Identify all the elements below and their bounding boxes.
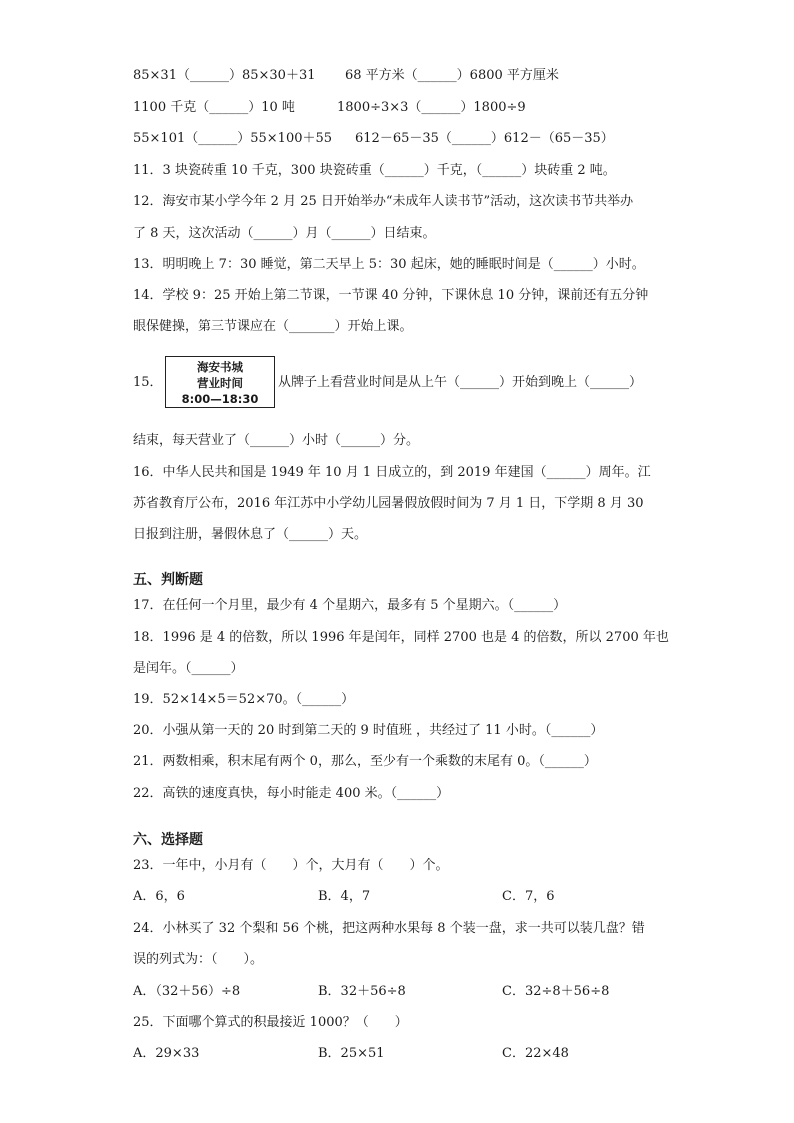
question-25: 25．下面哪个算式的积最接近 1000？（ ） — [133, 1015, 408, 1030]
question-24-option-a: A．（32＋56）÷8 — [133, 984, 241, 999]
question-22: 22．高铁的速度真快，每小时能走 400 米。（______） — [133, 786, 450, 801]
question-23-option-c: C．7，6 — [502, 889, 555, 904]
question-24-option-b: B．32＋56÷8 — [318, 984, 406, 999]
question-15-line1: 从牌子上看营业时间是从上午（______）开始到晚上（______） — [278, 375, 643, 390]
bookstore-sign — [165, 356, 275, 408]
question-21: 21．两数相乘，积末尾有两个 0，那么，至少有一个乘数的末尾有 0。（______） — [133, 754, 597, 769]
question-14-line1: 14．学校 9：25 开始上第二节课，一节课 40 分钟，下课休息 10 分钟，课前还有五分钟 — [133, 288, 649, 303]
question-12-line2: 了 8 天，这次活动（______）月（______）日结束。 — [133, 226, 436, 241]
question-17: 17．在任何一个月里，最少有 4 个星期六，最多有 5 个星期六。（______） — [133, 598, 567, 613]
question-25-option-a: A．29×33 — [133, 1046, 200, 1061]
question-13: 13．明明晚上 7：30 睡觉，第二天早上 5：30 起床，她的睡眠时间是（______）小时。 — [133, 257, 645, 272]
question-24-line2: 误的列式为：（ ）。 — [133, 952, 264, 967]
sign-hours: 8:00—18:30 — [181, 392, 259, 406]
question-24-option-c: C．32÷8＋56÷8 — [502, 984, 610, 999]
question-24-line1: 24．小林买了 32 个梨和 56 个桃，把这两种水果每 8 个装一盘，求一共可以装几盘？错 — [133, 921, 645, 936]
question-16-line3: 日报到注册，暑假休息了（______）天。 — [133, 527, 368, 542]
sign-title: 海安书城 — [197, 360, 243, 374]
question-20: 20．小强从第一天的 20 时到第二天的 9 时值班 ，共经过了 11 小时。（______） — [133, 723, 604, 738]
row3-right: 612－65－35（______）612－（65－35） — [355, 131, 614, 146]
question-14-line2: 眼保健操，第三节课应在（_______）开始上课。 — [133, 319, 413, 334]
question-15-line2: 结束，每天营业了（______）小时（______）分。 — [133, 433, 420, 448]
question-23-option-a: A．6，6 — [133, 889, 185, 904]
question-23: 23．一年中，小月有（ ）个，大月有（ ）个。 — [133, 858, 449, 873]
question-16-line1: 16．中华人民共和国是 1949 年 10 月 1 日成立的，到 2019 年建国（______）周年。江 — [133, 465, 651, 480]
section-choice-heading: 六、选择题 — [133, 832, 203, 848]
question-19: 19．52×14×5＝52×70。（______） — [133, 692, 355, 707]
row1-left: 85×31（______）85×30＋31 — [133, 68, 316, 83]
question-11: 11．3 块瓷砖重 10 千克，300 块瓷砖重（______）千克，（______）块砖重 2 吨。 — [133, 163, 616, 178]
question-16-line2: 苏省教育厅公布，2016 年江苏中小学幼儿园暑假放假时间为 7 月 1 日，下学期 8 月 30 — [133, 496, 644, 511]
question-18-line2: 是闰年。（______） — [133, 661, 244, 676]
question-25-option-c: C．22×48 — [502, 1046, 569, 1061]
question-12-line1: 12．海安市某小学今年 2 月 25 日开始举办“未成年人读书节”活动，这次读书节共举办 — [133, 194, 634, 209]
question-25-option-b: B．25×51 — [318, 1046, 385, 1061]
question-18-line1: 18．1996 是 4 的倍数，所以 1996 年是闰年，同样 2700 也是 4 的倍数，所以 2700 年也 — [133, 630, 669, 645]
section-judgment-heading: 五、判断题 — [133, 572, 203, 588]
row2-right: 1800÷3×3（______）1800÷9 — [337, 100, 526, 115]
sign-subtitle: 营业时间 — [197, 376, 243, 390]
question-15-number: 15． — [133, 375, 163, 390]
row3-left: 55×101（______）55×100＋55 — [133, 131, 333, 146]
question-23-option-b: B．4，7 — [318, 889, 371, 904]
row1-right: 68 平方米（______）6800 平方厘米 — [345, 68, 559, 83]
row2-left: 1100 千克（______）10 吨 — [133, 100, 295, 115]
